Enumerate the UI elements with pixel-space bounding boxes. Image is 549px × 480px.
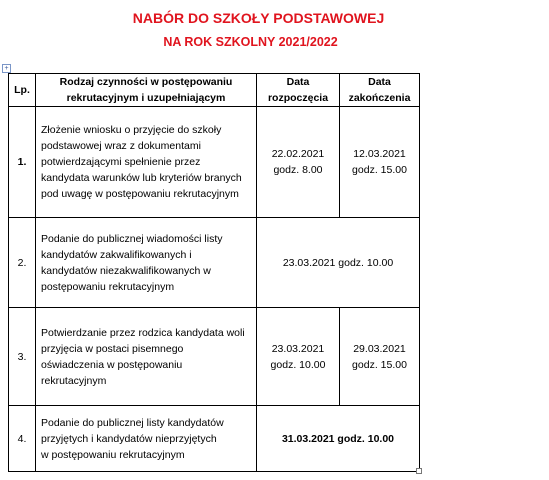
end-date: 29.03.2021 [353, 342, 406, 355]
activity-line: przyjęcia w postaci pisemnego [41, 342, 184, 355]
end-date-cell [340, 308, 420, 406]
end-time: godz. 15.00 [352, 164, 407, 176]
recruitment-schedule-table [8, 73, 420, 472]
header-end-date [340, 74, 420, 107]
activity-line: oświadczenia w postępowaniu [41, 358, 183, 371]
row-number: 1. [9, 107, 36, 218]
activity-line: Podanie do publicznej wiadomości listy [41, 232, 223, 245]
start-time: godz. 10.00 [270, 358, 326, 371]
activity-line: potwierdzającymi spełnienie przez [41, 156, 201, 168]
start-date-cell [257, 107, 340, 218]
document-subtitle: NA ROK SZKOLNY 2021/2022 [163, 35, 338, 49]
header-lp: Lp. [9, 74, 36, 107]
date-range-cell: 31.03.2021 godz. 10.00 [257, 406, 420, 472]
end-time: godz. 15.00 [352, 358, 407, 371]
row-number: 4. [9, 406, 36, 472]
table-row [9, 406, 420, 472]
activity-line: postępowaniu rekrutacyjnym [41, 280, 175, 293]
activity-line: Złożenie wniosku o przyjęcie do szkoły [41, 124, 222, 136]
end-date: 12.03.2021 [353, 148, 406, 160]
start-date: 23.03.2021 [271, 342, 325, 355]
activity-cell [36, 308, 257, 406]
row-number: 3. [9, 308, 36, 406]
header-activity [36, 74, 257, 107]
header-end-line: Data [368, 76, 391, 88]
move-table-icon[interactable]: + [2, 64, 11, 73]
table-resize-handle[interactable] [416, 468, 422, 474]
row-number: 2. [9, 218, 36, 308]
table-row [9, 308, 420, 406]
activity-line: Podanie do publicznej listy kandydatów [41, 416, 224, 429]
header-activity-line: Rodzaj czynności w postępowaniu [59, 76, 233, 88]
activity-line: w postępowaniu rekrutacyjnym [41, 448, 185, 461]
table-row [9, 107, 420, 218]
activity-line: kandydatów niezakwalifikowanych w [41, 264, 211, 277]
header-end-line: zakończenia [348, 92, 411, 104]
document-title: NABÓR DO SZKOŁY PODSTAWOWEJ [132, 10, 385, 26]
header-start-line: rozpoczęcia [267, 92, 329, 104]
table-header-row [9, 74, 420, 107]
activity-line: kandydata warunków lub kryteriów branych [41, 172, 242, 184]
activity-line: podstawowej wraz z dokumentami [41, 140, 201, 152]
header-start-line: Data [286, 76, 310, 88]
start-date: 22.02.2021 [271, 148, 325, 160]
activity-cell [36, 218, 257, 308]
activity-line: przyjętych i kandydatów nieprzyjętych [41, 432, 217, 445]
activity-line: pod uwagę w postępowaniu rekrutacyjnym [41, 188, 239, 200]
start-time: godz. 8.00 [273, 164, 323, 176]
activity-cell [36, 107, 257, 218]
activity-line: kandydatów zakwalifikowanych i [41, 248, 192, 261]
end-date-cell [340, 107, 420, 218]
header-start-date [257, 74, 340, 107]
header-activity-line: rekrutacyjnym i uzupełniającym [66, 92, 226, 104]
date-range-cell: 23.03.2021 godz. 10.00 [257, 218, 420, 308]
table-row [9, 218, 420, 308]
activity-line: rekrutacyjnym [41, 374, 107, 387]
start-date-cell [257, 308, 340, 406]
activity-cell [36, 406, 257, 472]
activity-line: Potwierdzanie przez rodzica kandydata woli [41, 326, 245, 339]
